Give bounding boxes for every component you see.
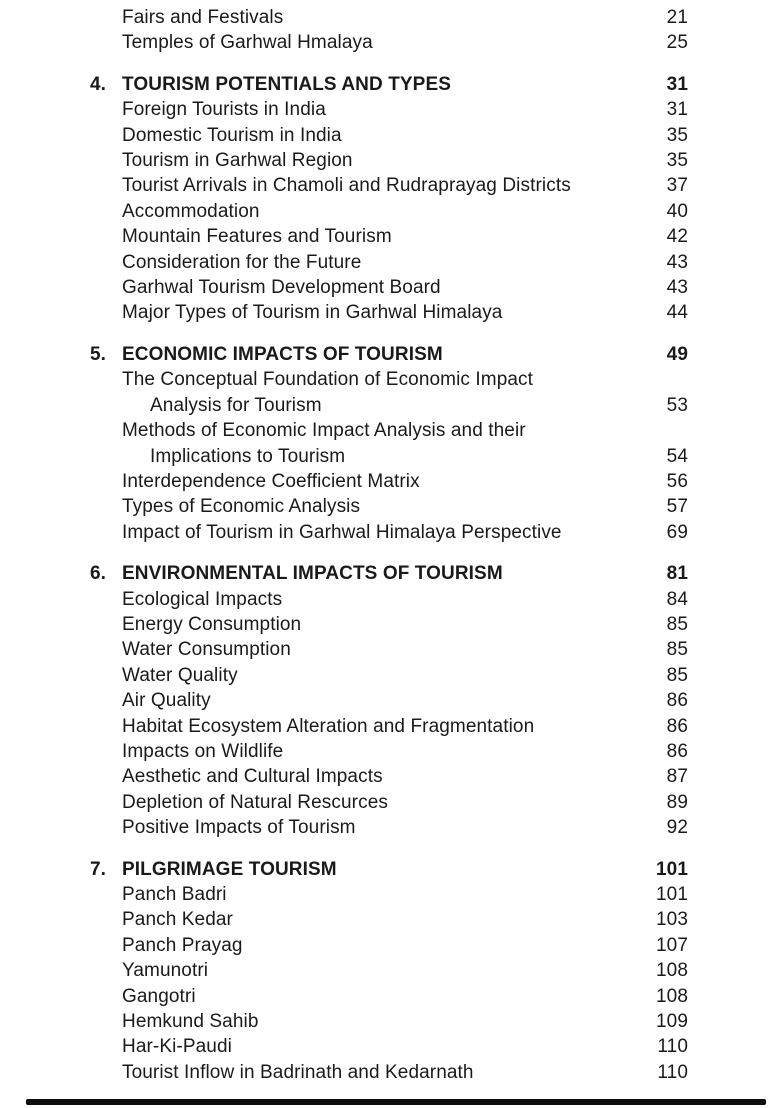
toc-entry [90, 907, 688, 932]
entry-label: Tourism in Garhwal Region [122, 150, 353, 172]
entry-label: Positive Impacts of Tourism [122, 817, 356, 839]
entry-page-number: 35 [666, 124, 688, 146]
toc-entry [90, 275, 688, 300]
entry-page-number: 89 [666, 791, 688, 813]
toc-entry [90, 688, 688, 713]
entry-label: Methods of Economic Impact Analysis and their [122, 420, 526, 442]
toc-entry [90, 1009, 688, 1034]
entry-label: Domestic Tourism in India [122, 124, 342, 146]
section-title: ECONOMIC IMPACTS OF TOURISM [122, 343, 443, 365]
toc-entry [90, 199, 688, 224]
entry-page-number: 21 [666, 7, 688, 28]
entry-label: Tourist Arrivals in Chamoli and Rudraprayag Districts [122, 175, 571, 197]
entry-label: Implications to Tourism [150, 445, 346, 467]
entry-page-number: 25 [666, 32, 688, 54]
entry-page-number: 86 [666, 715, 688, 737]
toc-entry [90, 250, 688, 275]
entry-label: Air Quality [122, 690, 211, 712]
section-title: PILGRIMAGE TOURISM [122, 858, 337, 880]
toc-entry [90, 984, 688, 1009]
entry-page-number: 84 [666, 588, 688, 610]
entry-label: Water Quality [122, 664, 238, 686]
entry-page-number: 107 [655, 934, 688, 956]
entry-label: Water Consumption [122, 639, 291, 661]
entry-page-number: 86 [666, 690, 688, 712]
page-bottom-rule [26, 1099, 766, 1105]
entry-page-number: 44 [666, 302, 688, 324]
section-title: ENVIRONMENTAL IMPACTS OF TOURISM [122, 563, 503, 585]
toc-entry [90, 444, 688, 469]
toc-entry [90, 5, 688, 30]
section-number: 7. [90, 858, 107, 880]
entry-label: Impacts on Wildlife [122, 740, 284, 762]
entry-label: Hemkund Sahib [122, 1011, 259, 1033]
entry-label: Aesthetic and Cultural Impacts [122, 766, 383, 788]
toc-entry [90, 612, 688, 637]
toc-entry [90, 123, 688, 148]
entry-page-number: 43 [666, 251, 688, 273]
entry-label: The Conceptual Foundation of Economic Impact [122, 369, 534, 391]
entry-label: Accommodation [122, 200, 260, 222]
toc-entry [90, 224, 688, 249]
entry-label: Fairs and Festivals [122, 7, 284, 28]
section-number: 6. [90, 563, 107, 585]
section-number: 4. [90, 73, 107, 95]
entry-page-number: 85 [666, 664, 688, 686]
toc-entry [90, 790, 688, 815]
entry-page-number: 103 [655, 909, 688, 931]
entry-label: Panch Prayag [122, 934, 243, 956]
entry-label: Panch Badri [122, 884, 227, 905]
entry-page-number: 101 [655, 884, 688, 905]
entry-label: Types of Economic Analysis [122, 496, 361, 518]
entry-label: Panch Kedar [122, 909, 233, 931]
toc-entry [90, 714, 688, 739]
entry-page-number: 54 [666, 445, 688, 467]
entry-page-number: 85 [666, 639, 688, 661]
entry-page-number: 53 [666, 394, 688, 416]
entry-page-number: 109 [655, 1011, 688, 1033]
toc-entry [90, 520, 688, 545]
entry-label: Mountain Features and Tourism [122, 226, 392, 248]
toc-entry [90, 739, 688, 764]
toc-section-heading [90, 561, 688, 586]
entry-page-number: 92 [666, 817, 688, 839]
entry-page-number: 31 [666, 99, 688, 121]
toc-entry [90, 30, 688, 55]
entry-page-number: 35 [666, 150, 688, 172]
entry-label: Yamunotri [122, 960, 209, 982]
toc-entry [90, 494, 688, 519]
section-page-number: 81 [666, 563, 688, 585]
toc-entry [90, 418, 688, 443]
entry-label: Har-Ki-Paudi [122, 1036, 232, 1058]
entry-label: Major Types of Tourism in Garhwal Himalaya [122, 302, 503, 324]
toc-entry [90, 815, 688, 840]
toc-entry [90, 97, 688, 122]
entry-label: Temples of Garhwal Hmalaya [122, 32, 373, 54]
toc-entry [90, 933, 688, 958]
entry-label: Gangotri [122, 985, 196, 1007]
entry-label: Impact of Tourism in Garhwal Himalaya Perspective [122, 521, 562, 543]
entry-label: Tourist Inflow in Badrinath and Kedarnath [122, 1061, 474, 1083]
toc-entry [90, 882, 688, 907]
entry-page-number: 108 [655, 985, 688, 1007]
entry-label: Energy Consumption [122, 613, 302, 635]
toc-entry [90, 663, 688, 688]
section-page-number: 49 [666, 343, 688, 365]
section-title: TOURISM POTENTIALS AND TYPES [122, 73, 451, 95]
toc-entry [90, 1034, 688, 1059]
section-page-number: 31 [666, 73, 688, 95]
entry-page-number: 108 [655, 960, 688, 982]
entry-label: Analysis for Tourism [150, 394, 322, 416]
entry-page-number: 56 [666, 470, 688, 492]
entry-page-number: 40 [666, 200, 688, 222]
table-of-contents [90, 5, 688, 1085]
toc-entry [90, 764, 688, 789]
entry-page-number: 110 [657, 1061, 688, 1083]
toc-entry [90, 958, 688, 983]
section-page-number: 101 [655, 858, 688, 880]
toc-entry [90, 148, 688, 173]
entry-label: Ecological Impacts [122, 588, 283, 610]
entry-label: Garhwal Tourism Development Board [122, 277, 441, 299]
toc-entry [90, 173, 688, 198]
toc-section-heading [90, 857, 688, 882]
entry-label: Depletion of Natural Rescurces [122, 791, 388, 813]
entry-page-number: 85 [666, 613, 688, 635]
entry-page-number: 110 [657, 1036, 688, 1058]
entry-page-number: 69 [666, 521, 688, 543]
toc-entry [90, 393, 688, 418]
toc-entry [90, 469, 688, 494]
entry-label: Interdependence Coefficient Matrix [122, 470, 420, 492]
entry-page-number: 42 [666, 226, 688, 248]
toc-entry [90, 637, 688, 662]
entry-label: Consideration for the Future [122, 251, 362, 273]
toc-entry [90, 1060, 688, 1085]
entry-label: Foreign Tourists in India [122, 99, 326, 121]
entry-page-number: 43 [666, 277, 688, 299]
toc-entry [90, 587, 688, 612]
entry-page-number: 37 [666, 175, 688, 197]
toc-entry [90, 300, 688, 325]
entry-page-number: 57 [666, 496, 688, 518]
toc-entry [90, 367, 688, 392]
entry-label: Habitat Ecosystem Alteration and Fragmentation [122, 715, 535, 737]
entry-page-number: 87 [666, 766, 688, 788]
entry-page-number: 86 [666, 740, 688, 762]
section-number: 5. [90, 343, 107, 365]
toc-section-heading [90, 72, 688, 97]
toc-section-heading [90, 342, 688, 367]
